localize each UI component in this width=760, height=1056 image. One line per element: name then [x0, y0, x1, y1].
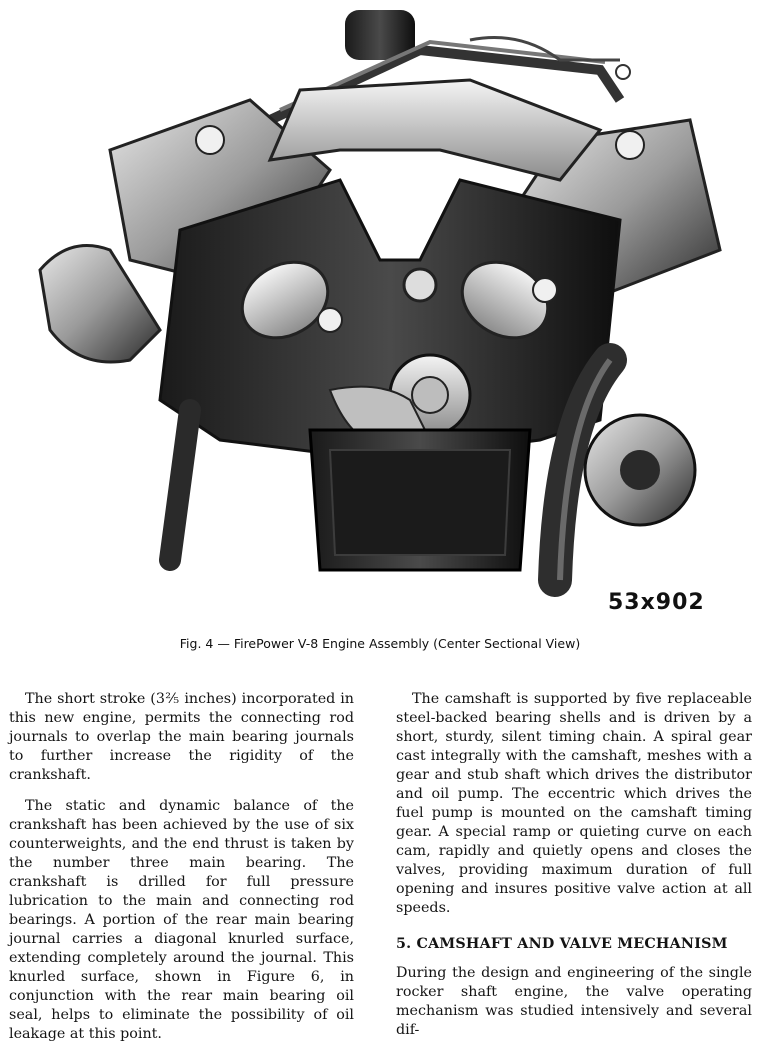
figure-number-label: 53x902 — [608, 590, 705, 615]
figure-caption: Fig. 4 — FirePower V-8 Engine Assembly (Center Sectional View) — [179, 636, 581, 651]
paragraph-short-stroke: The short stroke (3⅖ inches) incorporated in this new engine, permits the connecting rod journals to overlap the main bearing journals to further increase the rigidity of the crankshaft. — [9, 691, 354, 783]
section-heading-camshaft: 5. CAMSHAFT AND VALVE MECHANISM — [396, 936, 728, 952]
right-text-column — [396, 690, 752, 1052]
paragraph-valve-mechanism: During the design and engineering of the single rocker shaft engine, the valve operating mechanism was studied intensively and several dif- — [396, 965, 752, 1038]
paragraph-crankshaft-balance: The static and dynamic balance of the crankshaft has been achieved by the use of six counterweights, and the end thrust is taken by the number three main bearing. The crankshaft is drilled for full pressure lubrication to the main and connecting rod bearings. A portion of the rear main bearing journal carries a diagonal knurled surface, extending completely around the journal. This knurled surface, shown in Figure 6, in conjunction with the rear main bearing oil seal, helps to eliminate the possibility of oil leakage at this point. — [9, 798, 354, 1042]
paragraph-camshaft-support: The camshaft is supported by five replaceable steel-backed bearing shells and is driven by a short, sturdy, silent timing chain. A spiral gear cast integrally with the camshaft, meshes with a gear and stub shaft which drives the distributor and oil pump. The eccentric which drives the fuel pump is mounted on the camshaft timing gear. A special ramp or quieting curve on each cam, rapidly and quietly opens and closes the valves, providing maximum duration of full opening and insures positive valve action at all speeds. — [396, 691, 752, 916]
left-text-column — [9, 690, 354, 1056]
